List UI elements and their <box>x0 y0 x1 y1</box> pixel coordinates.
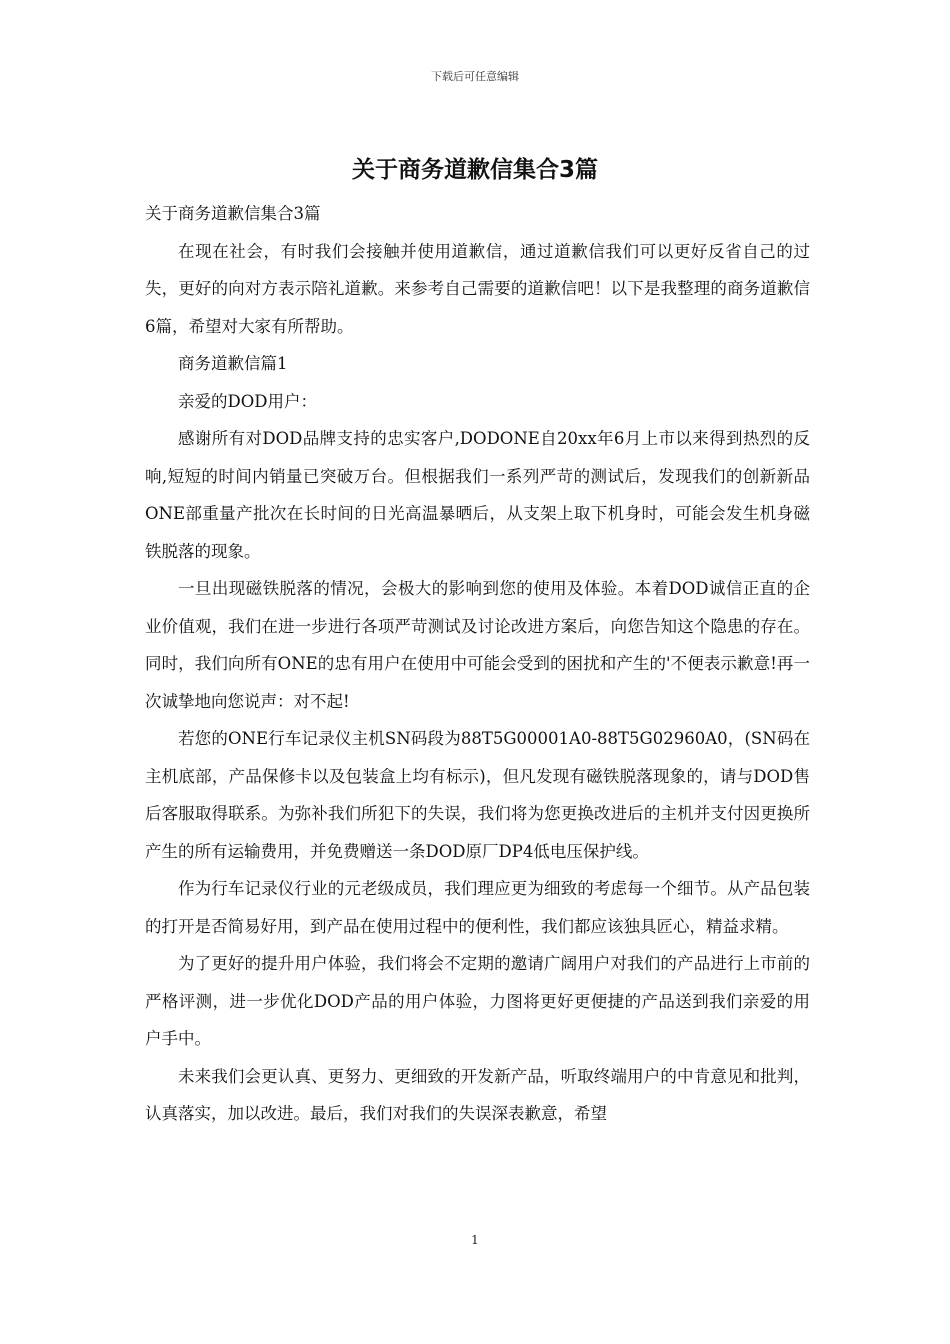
document-body <box>145 195 810 1133</box>
section-heading: 商务道歉信篇1 <box>178 354 288 373</box>
body-paragraph: 作为行车记录仪行业的元老级成员，我们理应更为细致的考虑每一个细节。从产品包装的打开是否简易好用，到产品在使用过程中的便利性，我们都应该独具匠心，精益求精。 <box>145 879 810 936</box>
document-title: 关于商务道歉信集合3篇 <box>351 157 598 183</box>
body-paragraph: 为了更好的提升用户体验，我们将会不定期的邀请广阔用户对我们的产品进行上市前的严格评测，进一步优化DOD产品的用户体验，力图将更好更便捷的产品送到我们亲爱的用户手中。 <box>145 954 810 1048</box>
subtitle-paragraph: 关于商务道歉信集合3篇 <box>145 204 321 223</box>
intro-paragraph: 在现在社会，有时我们会接触并使用道歉信，通过道歉信我们可以更好反省自己的过失，更好的向对方表示陪礼道歉。来参考自己需要的道歉信吧！以下是我整理的商务道歉信6篇，希望对大家有所帮助。 <box>145 241 810 336</box>
body-paragraph: 未来我们会更认真、更努力、更细致的开发新产品，听取终端用户的中肯意见和批判，认真落实，加以改进。最后，我们对我们的失误深表歉意，希望 <box>145 1066 810 1123</box>
body-paragraph: 一旦出现磁铁脱落的情况，会极大的影响到您的使用及体验。本着DOD诚信正直的企业价值观，我们在进一步进行各项严苛测试及讨论改进方案后，向您告知这个隐患的存在。同时，我们向所有ONE的忠有用户在使用中可能会受到的困扰和产生的'不便表示歉意!再一次诚挚地向您说声：对不起! <box>145 579 810 711</box>
salutation: 亲爱的DOD用户： <box>178 391 317 411</box>
body-paragraph: 若您的ONE行车记录仪主机SN码段为88T5G00001A0-88T5G02960A0，(SN码在主机底部，产品保修卡以及包装盒上均有标示)，但凡发现有磁铁脱落现象的，请与DOD售后客服取得联系。为弥补我们所犯下的失误，我们将为您更换改进后的主机并支付因更换所产生的所有运输费用，并免费赠送一条DOD原厂DP4低电压保护线。 <box>145 729 810 861</box>
page-number: 1 <box>471 1233 479 1247</box>
header-note: 下载后可任意编辑 <box>431 70 519 83</box>
body-paragraph: 感谢所有对DOD品牌支持的忠实客户,DODONE自20xx年6月上市以来得到热烈的反响,短短的时间内销量已突破万台。但根据我们一系列严苛的测试后，发现我们的创新新品ONE部重量产批次在长时间的日光高温暴晒后，从支架上取下机身时，可能会发生机身磁铁脱落的现象。 <box>145 429 810 561</box>
